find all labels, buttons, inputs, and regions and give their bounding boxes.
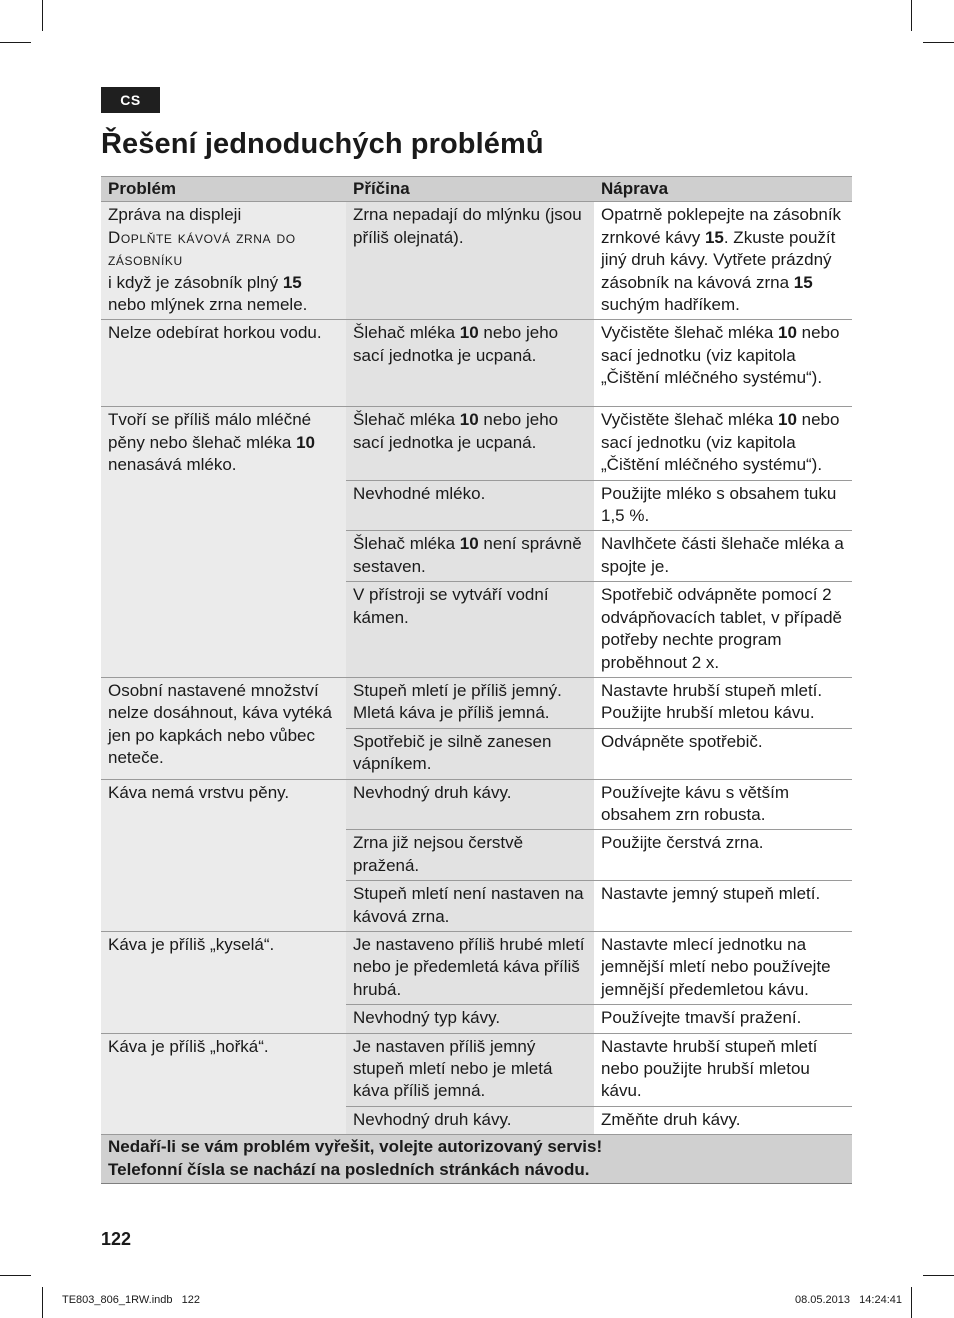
problem-text: nenasává mléko. (108, 455, 237, 475)
service-note (101, 1135, 852, 1184)
table-header-row (101, 177, 852, 202)
remedy-text: nebo sací jednotku (viz kapitola „Čištění mléčného systému“). (601, 410, 840, 475)
troubleshooting-table (101, 176, 852, 1184)
table-row (101, 931, 852, 1004)
crop-mark (0, 1275, 31, 1276)
cause-cell: Nevhodný druh kávy. (346, 779, 594, 830)
cause-cell: Nevhodné mléko. (346, 480, 594, 531)
cause-cell: Nevhodný typ kávy. (346, 1005, 594, 1033)
cause-cell: Je nastaven příliš jemný stupeň mletí nebo je mletá káva příliš jemná. (346, 1033, 594, 1106)
part-number: 15 (282, 272, 302, 292)
remedy-cell: Odvápněte spotřebič. (594, 728, 852, 779)
cause-cell (346, 320, 594, 407)
display-message: Doplňte kávová zrna do zásobníku (108, 227, 296, 270)
crop-mark (911, 1287, 912, 1318)
cause-cell: Je nastaveno příliš hrubé mletí nebo je předemletá káva příliš hrubá. (346, 931, 594, 1004)
cause-text: Šlehač mléka (353, 410, 460, 430)
crop-mark (42, 1287, 43, 1318)
problem-cell: Nelze odebírat horkou vodu. (101, 320, 346, 407)
problem-cell: Káva je příliš „kyselá“. (101, 931, 346, 1033)
cause-text: není správně sestaven. (353, 534, 582, 576)
remedy-cell: Změňte druh kávy. (594, 1106, 852, 1134)
column-header-remedy: Náprava (594, 177, 852, 202)
problem-cell: Káva je příliš „hořká“. (101, 1033, 346, 1135)
problem-cell: Káva nemá vrstvu pěny. (101, 779, 346, 931)
cause-text: nebo jeho sací jednotka je ucpaná. (353, 323, 559, 365)
table-row (101, 320, 852, 407)
part-number: 10 (459, 323, 479, 343)
cause-cell: Nevhodný druh kávy. (346, 1106, 594, 1134)
remedy-text: Opatrně poklepejte na zásobník zrnkové kávy (601, 205, 842, 247)
remedy-cell: Použijte mléko s obsahem tuku 1,5 %. (594, 480, 852, 531)
problem-cell (101, 202, 346, 320)
problem-cell: Osobní nastavené množství nelze dosáhnout, káva vytéká jen po kapkách nebo vůbec neteče. (101, 677, 346, 779)
language-tab: CS (101, 87, 160, 113)
problem-text: Zpráva na displeji (108, 205, 242, 225)
cause-cell: Spotřebič je silně zanesen vápníkem. (346, 728, 594, 779)
table-row (101, 779, 852, 830)
remedy-cell: Nastavte jemný stupeň mletí. (594, 881, 852, 932)
remedy-cell (594, 202, 852, 320)
remedy-text: Vyčistěte šlehač mléka (601, 410, 778, 430)
cause-cell (346, 531, 594, 582)
remedy-cell: Nastavte mlecí jednotku na jemnější mletí nebo používejte jemnější předemletou kávu. (594, 931, 852, 1004)
cause-text: nebo jeho sací jednotka je ucpaná. (353, 410, 559, 452)
remedy-cell: Použijte čerstvá zrna. (594, 830, 852, 881)
print-slug-date: 08.05.2013 14:24:41 (794, 1294, 902, 1306)
remedy-cell: Používejte kávu s větším obsahem zrn robusta. (594, 779, 852, 830)
part-number: 10 (459, 410, 479, 430)
cause-cell: Zrna již nejsou čerstvě pražená. (346, 830, 594, 881)
remedy-text: suchým hadříkem. (601, 295, 740, 315)
remedy-cell: Nastavte hrubší stupeň mletí nebo použijte hrubší mletou kávu. (594, 1033, 852, 1106)
problem-text: i když je zásobník plný (108, 272, 283, 292)
part-number: 10 (778, 323, 797, 343)
service-note-row (101, 1135, 852, 1184)
cause-cell: Stupeň mletí není nastaven na kávová zrna. (346, 881, 594, 932)
table-row (101, 202, 852, 320)
page-number: 122 (101, 1229, 132, 1249)
page-title: Řešení jednoduchých problémů (101, 128, 544, 160)
remedy-text: . Zkuste použít jiný druh kávy. Vytřete prázdný zásobník na kávová zrna (601, 227, 836, 292)
crop-mark (42, 0, 43, 31)
part-number: 10 (459, 534, 479, 554)
part-number: 15 (704, 227, 724, 247)
table-row (101, 407, 852, 480)
crop-mark (923, 1275, 954, 1276)
column-header-cause: Příčina (346, 177, 594, 202)
part-number: 10 (296, 432, 315, 452)
cause-text: Šlehač mléka (353, 534, 460, 554)
crop-mark (923, 42, 954, 43)
crop-mark (911, 0, 912, 31)
remedy-cell (594, 407, 852, 480)
remedy-text: nebo sací jednotku (viz kapitola „Čištění mléčného systému“). (601, 323, 840, 388)
service-note-line: Nedaří-li se vám problém vyřešit, volejte autorizovaný servis! (108, 1137, 603, 1157)
problem-cell (101, 407, 346, 677)
cause-cell: V přístroji se vytváří vodní kámen. (346, 582, 594, 678)
crop-mark (0, 42, 31, 43)
cause-cell (346, 407, 594, 480)
print-slug-file: TE803_806_1RW.indb 122 (62, 1294, 201, 1306)
remedy-cell: Spotřebič odvápněte pomocí 2 odvápňovacích tablet, v případě potřeby nechte program proběhnout 2 x. (594, 582, 852, 678)
cause-text: Šlehač mléka (353, 323, 460, 343)
part-number: 10 (778, 410, 797, 430)
part-number: 15 (793, 272, 813, 292)
cause-cell: Zrna nepadají do mlýnku (jsou příliš olejnatá). (346, 202, 594, 320)
remedy-cell (594, 320, 852, 407)
remedy-cell: Používejte tmavší pražení. (594, 1005, 852, 1033)
problem-text: Tvoří se příliš málo mléčné pěny nebo šlehač mléka (108, 410, 312, 452)
column-header-problem: Problém (101, 177, 346, 202)
remedy-cell: Nastavte hrubší stupeň mletí. Použijte hrubší mletou kávu. (594, 677, 852, 728)
service-note-line: Telefonní čísla se nachází na posledních stránkách návodu. (108, 1159, 590, 1179)
problem-text: nebo mlýnek zrna nemele. (108, 295, 308, 315)
table-row (101, 1033, 852, 1106)
table-row (101, 677, 852, 728)
remedy-text: Vyčistěte šlehač mléka (601, 323, 778, 343)
remedy-cell: Navlhčete části šlehače mléka a spojte je. (594, 531, 852, 582)
cause-cell: Stupeň mletí je příliš jemný. Mletá káva je příliš jemná. (346, 677, 594, 728)
